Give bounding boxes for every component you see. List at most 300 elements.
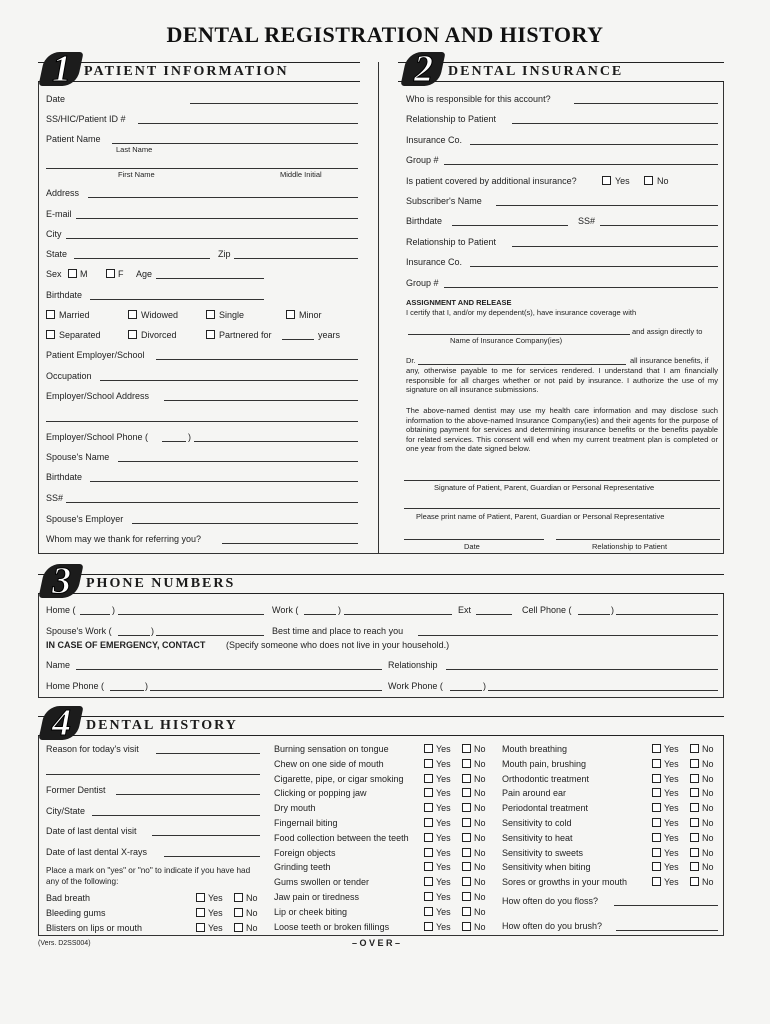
history-no-checkbox[interactable] [462, 877, 471, 886]
history-yes-label: Yes [436, 832, 451, 843]
history-yes-label: Yes [436, 744, 451, 754]
history-yes-label: Yes [208, 923, 223, 933]
city-state-field[interactable] [92, 815, 260, 816]
section-3-number: 3 [38, 564, 83, 598]
employer-phone-close: ) [188, 432, 191, 442]
middle-initial-caption: Middle Initial [280, 170, 322, 179]
employer-phone-area[interactable] [162, 441, 186, 442]
assignment-p3: The above-named dentist may use my health care information and may disclose such information to the above-named Insurance Company(ies) and their agents for the purpose of obtaining payment for services and determining insurance benefits or the benefits payable for related services. This consent will end when my current treatment plan is completed or one year from the date signed below. [406, 406, 718, 454]
history-no-label: No [702, 758, 714, 769]
history-no-checkbox[interactable] [462, 922, 471, 931]
age-label: Age [136, 269, 153, 279]
history-no-checkbox[interactable] [234, 893, 243, 902]
widowed-checkbox[interactable] [128, 310, 137, 319]
history-no-checkbox[interactable] [462, 759, 471, 768]
zip-label: Zip [218, 249, 231, 259]
history-no-label: No [702, 847, 714, 858]
referral-field[interactable] [222, 543, 358, 544]
history-item-label: Sensitivity when biting [502, 862, 591, 873]
history-item-label: Cigarette, pipe, or cigar smoking [274, 773, 404, 784]
partnered-years-field[interactable] [282, 339, 314, 340]
history-no-checkbox[interactable] [462, 818, 471, 827]
sign-date-field[interactable] [404, 539, 544, 540]
history-item-label: Clicking or popping jaw [274, 788, 367, 799]
history-no-checkbox[interactable] [462, 892, 471, 901]
reason-field-2[interactable] [46, 774, 260, 775]
ins-group-field[interactable] [444, 164, 718, 165]
responsible-label: Who is responsible for this account? [406, 94, 551, 104]
sign-relationship-field[interactable] [556, 539, 720, 540]
ext-field[interactable] [476, 614, 512, 615]
form-title: DENTAL REGISTRATION AND HISTORY [166, 22, 604, 47]
cell-area-field[interactable] [578, 614, 610, 615]
history-no-checkbox[interactable] [234, 923, 243, 932]
date-label: Date [46, 94, 66, 104]
history-no-checkbox[interactable] [690, 774, 699, 783]
history-yes-label: Yes [436, 818, 451, 828]
history-no-label: No [474, 773, 486, 784]
emergency-work-close: ) [483, 681, 486, 691]
zip-field[interactable] [234, 258, 358, 259]
history-yes-label: Yes [664, 744, 679, 754]
employer-address-field-2[interactable] [46, 421, 358, 422]
additional-no-label: No [657, 176, 669, 186]
history-item-label: Foreign objects [274, 847, 336, 858]
print-name-caption: Please print name of Patient, Parent, Guardian or Personal Representative [416, 512, 665, 521]
history-yes-label: Yes [436, 892, 451, 902]
last-xray-label: Date of last dental X-rays [46, 847, 148, 857]
state-label: State [46, 249, 68, 259]
former-dentist-field[interactable] [116, 794, 260, 795]
date-field[interactable] [190, 103, 358, 104]
history-item-label: Bleeding gums [46, 908, 106, 918]
history-yes-checkbox[interactable] [652, 803, 661, 812]
history-no-checkbox[interactable] [690, 818, 699, 827]
history-no-label: No [474, 921, 486, 932]
divorced-label: Divorced [141, 330, 177, 340]
emergency-home-field[interactable] [150, 690, 382, 691]
history-no-label: No [702, 788, 714, 799]
history-yes-label: Yes [664, 832, 679, 843]
insurance-company-names-field[interactable] [408, 334, 630, 335]
history-yes-label: Yes [664, 818, 679, 828]
history-item-label: Sensitivity to cold [502, 818, 572, 828]
history-no-checkbox[interactable] [690, 848, 699, 857]
birthdate-field[interactable] [90, 299, 264, 300]
additional-yes-checkbox[interactable] [602, 176, 611, 185]
spouse-employer-label: Spouse's Employer [46, 514, 124, 524]
history-yes-checkbox[interactable] [424, 803, 433, 812]
spouse-ss-label: SS# [46, 493, 64, 503]
address-field[interactable] [88, 197, 358, 198]
emergency-home-close: ) [145, 681, 148, 691]
signature-field[interactable] [404, 480, 720, 481]
last-visit-field[interactable] [152, 835, 260, 836]
history-yes-label: Yes [664, 847, 679, 858]
dr-field[interactable] [418, 364, 626, 365]
occupation-field[interactable] [100, 380, 358, 381]
sex-m-checkbox[interactable] [68, 269, 77, 278]
history-no-label: No [702, 773, 714, 784]
emergency-home-area[interactable] [110, 690, 144, 691]
dr-label: Dr. [406, 356, 416, 365]
brush-label: How often do you brush? [502, 921, 603, 931]
referral-label: Whom may we thank for referring you? [46, 534, 202, 544]
history-yes-checkbox[interactable] [424, 818, 433, 827]
history-yes-checkbox[interactable] [424, 759, 433, 768]
history-no-label: No [702, 862, 714, 873]
version-label: (Vers. D2SS004) [38, 940, 91, 947]
history-no-label: No [474, 803, 486, 814]
history-yes-checkbox[interactable] [652, 774, 661, 783]
history-yes-checkbox[interactable] [652, 788, 661, 797]
cell-phone-label: Cell Phone ( [522, 605, 572, 615]
emergency-name-field[interactable] [76, 669, 382, 670]
section-divider [378, 62, 379, 554]
ins-group-label: Group # [406, 155, 439, 165]
separated-label: Separated [59, 330, 101, 340]
city-label: City [46, 229, 62, 239]
reason-label: Reason for today's visit [46, 744, 139, 754]
subscriber-label: Subscriber's Name [406, 196, 482, 206]
spouse-name-label: Spouse's Name [46, 452, 110, 462]
history-no-checkbox[interactable] [462, 774, 471, 783]
occupation-label: Occupation [46, 371, 92, 381]
insurance-company-caption: Name of Insurance Company(ies) [450, 336, 563, 345]
print-name-field[interactable] [404, 508, 720, 509]
sex-f-checkbox[interactable] [106, 269, 115, 278]
history-yes-checkbox[interactable] [652, 848, 661, 857]
section-1-title: PATIENT INFORMATION [84, 64, 289, 79]
ins-relationship2-label: Relationship to Patient [406, 237, 497, 247]
history-no-label: No [702, 832, 714, 843]
section-3-title: PHONE NUMBERS [86, 576, 236, 591]
spouse-ss-field[interactable] [66, 502, 358, 503]
emergency-label: IN CASE OF EMERGENCY, CONTACT [46, 640, 206, 650]
spouse-work-label: Spouse's Work ( [46, 626, 112, 636]
history-yes-label: Yes [436, 773, 451, 784]
history-yes-label: Yes [208, 908, 223, 918]
history-item-label: Sores or growths in your mouth [502, 877, 628, 888]
age-field[interactable] [156, 278, 264, 279]
history-yes-checkbox[interactable] [424, 892, 433, 901]
history-no-label: No [474, 744, 486, 754]
emergency-home-label: Home Phone ( [46, 681, 105, 691]
first-name-field[interactable] [46, 168, 358, 169]
city-state-label: City/State [46, 806, 86, 816]
history-item-label: Bad breath [46, 893, 91, 903]
history-item-label: Periodontal treatment [502, 803, 589, 814]
married-label: Married [59, 310, 90, 320]
history-item-label: Loose teeth or broken fillings [274, 921, 390, 932]
first-name-caption: First Name [118, 170, 155, 179]
assignment-p2a: all insurance benefits, if [630, 356, 709, 365]
history-yes-checkbox[interactable] [424, 774, 433, 783]
patient-name-label: Patient Name [46, 134, 101, 144]
history-no-label: No [474, 877, 486, 888]
section-1-number: 1 [38, 52, 83, 86]
floss-field[interactable] [614, 905, 718, 906]
additional-insurance-label: Is patient covered by additional insurance? [406, 176, 577, 186]
history-item-label: Fingernail biting [274, 818, 338, 828]
ins-relationship-label: Relationship to Patient [406, 114, 497, 124]
email-label: E-mail [46, 209, 72, 219]
home-phone-label: Home ( [46, 605, 76, 615]
ins-company2-field[interactable] [470, 266, 718, 267]
last-xray-field[interactable] [164, 856, 260, 857]
partnered-label: Partnered for [219, 330, 272, 340]
ssid-label: SS/HIC/Patient ID # [46, 114, 126, 124]
history-yes-checkbox[interactable] [652, 833, 661, 842]
history-no-checkbox[interactable] [462, 862, 471, 871]
best-time-field[interactable] [418, 635, 718, 636]
years-label: years [318, 330, 341, 340]
minor-checkbox[interactable] [286, 310, 295, 319]
birthdate-label: Birthdate [46, 290, 83, 300]
history-no-label: No [474, 758, 486, 769]
history-yes-checkbox[interactable] [196, 923, 205, 932]
history-yes-label: Yes [436, 862, 451, 873]
sex-f-label: F [118, 269, 124, 279]
additional-no-checkbox[interactable] [644, 176, 653, 185]
over-label: – O V E R – [352, 938, 401, 948]
history-no-checkbox[interactable] [690, 877, 699, 886]
history-no-label: No [702, 818, 714, 828]
emergency-note: (Specify someone who does not live in your household.) [226, 640, 450, 650]
cell-close: ) [611, 605, 614, 615]
ssid-field[interactable] [138, 123, 358, 124]
history-item-label: Burning sensation on tongue [274, 744, 389, 754]
history-item-label: Chew on one side of mouth [274, 758, 384, 769]
history-item-label: Pain around ear [502, 788, 567, 799]
address-label: Address [46, 188, 80, 198]
ins-relationship-field[interactable] [512, 123, 718, 124]
history-yes-label: Yes [436, 847, 451, 858]
history-yes-checkbox[interactable] [196, 893, 205, 902]
history-yes-label: Yes [436, 906, 451, 917]
ext-label: Ext [458, 605, 472, 615]
instructions: Place a mark on "yes" or "no" to indicate if you have had any of the following: [46, 866, 251, 886]
history-no-label: No [702, 744, 714, 754]
history-no-label: No [702, 877, 714, 888]
emergency-relationship-label: Relationship [388, 660, 438, 670]
history-yes-label: Yes [664, 758, 679, 769]
work-area-field[interactable] [304, 614, 336, 615]
history-item-label: Blisters on lips or mouth [46, 923, 143, 933]
history-yes-checkbox[interactable] [424, 744, 433, 753]
assignment-p1: I certify that I, and/or my dependent(s), have insurance coverage with [406, 308, 637, 317]
spouse-work-close: ) [151, 626, 154, 636]
assignment-and: and assign directly to [632, 327, 703, 336]
home-area-field[interactable] [80, 614, 110, 615]
history-item-label: Mouth breathing [502, 744, 568, 754]
last-visit-label: Date of last dental visit [46, 826, 137, 836]
history-yes-label: Yes [436, 758, 451, 769]
history-no-checkbox[interactable] [462, 803, 471, 812]
history-no-label: No [474, 847, 486, 858]
state-field[interactable] [74, 258, 210, 259]
additional-yes-label: Yes [615, 176, 630, 186]
history-yes-checkbox[interactable] [196, 908, 205, 917]
history-yes-label: Yes [436, 921, 451, 932]
history-item-label: Mouth pain, brushing [502, 758, 587, 769]
history-yes-label: Yes [208, 893, 223, 903]
history-no-checkbox[interactable] [690, 833, 699, 842]
ins-birthdate-label: Birthdate [406, 216, 443, 226]
last-name-field[interactable] [112, 143, 358, 144]
home-close: ) [112, 605, 115, 615]
minor-label: Minor [299, 310, 322, 320]
employer-phone-field[interactable] [194, 441, 358, 442]
employer-school-field[interactable] [156, 359, 358, 360]
sex-m-label: M [80, 269, 88, 279]
brush-field[interactable] [616, 930, 718, 931]
history-item-label: Jaw pain or tiredness [274, 892, 360, 902]
emergency-work-field[interactable] [488, 690, 718, 691]
section-4-number: 4 [38, 706, 83, 740]
ins-ss-field[interactable] [600, 225, 718, 226]
former-dentist-label: Former Dentist [46, 785, 106, 795]
spouse-work-area-field[interactable] [118, 635, 150, 636]
history-item-label: Lip or cheek biting [274, 906, 348, 917]
ins-group2-label: Group # [406, 278, 439, 288]
ins-group2-field[interactable] [444, 287, 718, 288]
history-no-label: No [474, 906, 486, 917]
section-4-title: DENTAL HISTORY [86, 718, 238, 733]
spouse-name-field[interactable] [118, 461, 358, 462]
history-yes-checkbox[interactable] [652, 877, 661, 886]
history-no-label: No [474, 862, 486, 873]
history-item-label: Dry mouth [274, 803, 316, 814]
spouse-birthdate-label: Birthdate [46, 472, 83, 482]
history-no-checkbox[interactable] [462, 907, 471, 916]
relationship-caption: Relationship to Patient [592, 542, 668, 551]
spouse-employer-field[interactable] [132, 523, 358, 524]
history-yes-checkbox[interactable] [424, 907, 433, 916]
history-no-label: No [246, 893, 258, 903]
emergency-name-label: Name [46, 660, 71, 670]
emergency-work-label: Work Phone ( [388, 681, 443, 691]
history-item-label: Gums swollen or tender [274, 877, 370, 888]
ins-ss-label: SS# [578, 216, 596, 226]
responsible-field[interactable] [574, 103, 718, 104]
history-no-checkbox[interactable] [690, 759, 699, 768]
spouse-birthdate-field[interactable] [90, 481, 358, 482]
history-no-label: No [474, 892, 486, 902]
reason-field[interactable] [156, 753, 260, 754]
subscriber-field[interactable] [496, 205, 718, 206]
history-yes-label: Yes [664, 803, 679, 814]
ins-relationship2-field[interactable] [512, 246, 718, 247]
work-phone-field[interactable] [344, 614, 452, 615]
separated-checkbox[interactable] [46, 330, 55, 339]
single-label: Single [219, 310, 245, 320]
employer-address-field[interactable] [164, 400, 358, 401]
sex-label: Sex [46, 269, 62, 279]
email-field[interactable] [76, 218, 358, 219]
history-no-checkbox[interactable] [690, 744, 699, 753]
ins-company-field[interactable] [470, 144, 718, 145]
history-yes-label: Yes [436, 803, 451, 814]
floss-label: How often do you floss? [502, 896, 599, 906]
emergency-work-area[interactable] [450, 690, 482, 691]
history-no-checkbox[interactable] [690, 862, 699, 871]
employer-address-label: Employer/School Address [46, 391, 150, 401]
cell-phone-field[interactable] [616, 614, 718, 615]
divorced-checkbox[interactable] [128, 330, 137, 339]
work-phone-label: Work ( [272, 605, 299, 615]
emergency-relationship-field[interactable] [446, 669, 718, 670]
employer-school-label: Patient Employer/School [46, 350, 145, 360]
history-no-label: No [474, 788, 486, 799]
history-no-label: No [702, 803, 714, 814]
history-yes-label: Yes [664, 773, 679, 784]
assignment-p2: any, otherwise payable to me for services rendered. I understand that I am financially responsible for all charges whether or not paid by insurance. I authorize the use of my signature on all insurance submissions. [406, 366, 718, 395]
ins-birthdate-field[interactable] [452, 225, 568, 226]
history-no-label: No [246, 908, 258, 918]
history-item-label: Food collection between the teeth [274, 832, 409, 843]
history-yes-checkbox[interactable] [652, 818, 661, 827]
ins-company2-label: Insurance Co. [406, 257, 463, 267]
section-2-number: 2 [400, 52, 445, 86]
single-checkbox[interactable] [206, 310, 215, 319]
work-close: ) [338, 605, 341, 615]
history-yes-checkbox[interactable] [424, 833, 433, 842]
spouse-work-field[interactable] [156, 635, 264, 636]
history-yes-checkbox[interactable] [652, 862, 661, 871]
history-yes-checkbox[interactable] [424, 848, 433, 857]
history-yes-checkbox[interactable] [424, 862, 433, 871]
section-2-title: DENTAL INSURANCE [448, 64, 624, 79]
widowed-label: Widowed [141, 310, 179, 320]
married-checkbox[interactable] [46, 310, 55, 319]
signature-caption: Signature of Patient, Parent, Guardian or Personal Representative [434, 483, 655, 492]
history-no-checkbox[interactable] [462, 744, 471, 753]
employer-phone-label: Employer/School Phone ( [46, 432, 149, 442]
history-yes-label: Yes [664, 788, 679, 799]
last-name-caption: Last Name [116, 145, 153, 154]
history-no-checkbox[interactable] [462, 833, 471, 842]
history-yes-label: Yes [664, 862, 679, 873]
history-item-label: Sensitivity to sweets [502, 847, 584, 858]
history-item-label: Sensitivity to heat [502, 832, 573, 843]
city-field[interactable] [66, 238, 358, 239]
history-yes-label: Yes [436, 788, 451, 799]
history-no-checkbox[interactable] [462, 848, 471, 857]
history-yes-checkbox[interactable] [652, 759, 661, 768]
history-no-checkbox[interactable] [234, 908, 243, 917]
history-no-checkbox[interactable] [690, 803, 699, 812]
history-no-label: No [474, 818, 486, 828]
history-no-checkbox[interactable] [690, 788, 699, 797]
history-yes-label: Yes [664, 877, 679, 888]
history-yes-label: Yes [436, 877, 451, 888]
home-phone-field[interactable] [118, 614, 264, 615]
assignment-title: ASSIGNMENT AND RELEASE [406, 298, 512, 307]
date-caption: Date [464, 542, 480, 551]
history-yes-checkbox[interactable] [652, 744, 661, 753]
history-no-label: No [246, 923, 258, 933]
history-no-checkbox[interactable] [462, 788, 471, 797]
partnered-checkbox[interactable] [206, 330, 215, 339]
history-yes-checkbox[interactable] [424, 788, 433, 797]
history-yes-checkbox[interactable] [424, 877, 433, 886]
history-yes-checkbox[interactable] [424, 922, 433, 931]
ins-company-label: Insurance Co. [406, 135, 463, 145]
history-no-label: No [474, 832, 486, 843]
history-item-label: Orthodontic treatment [502, 773, 590, 784]
best-time-label: Best time and place to reach you [272, 626, 404, 636]
